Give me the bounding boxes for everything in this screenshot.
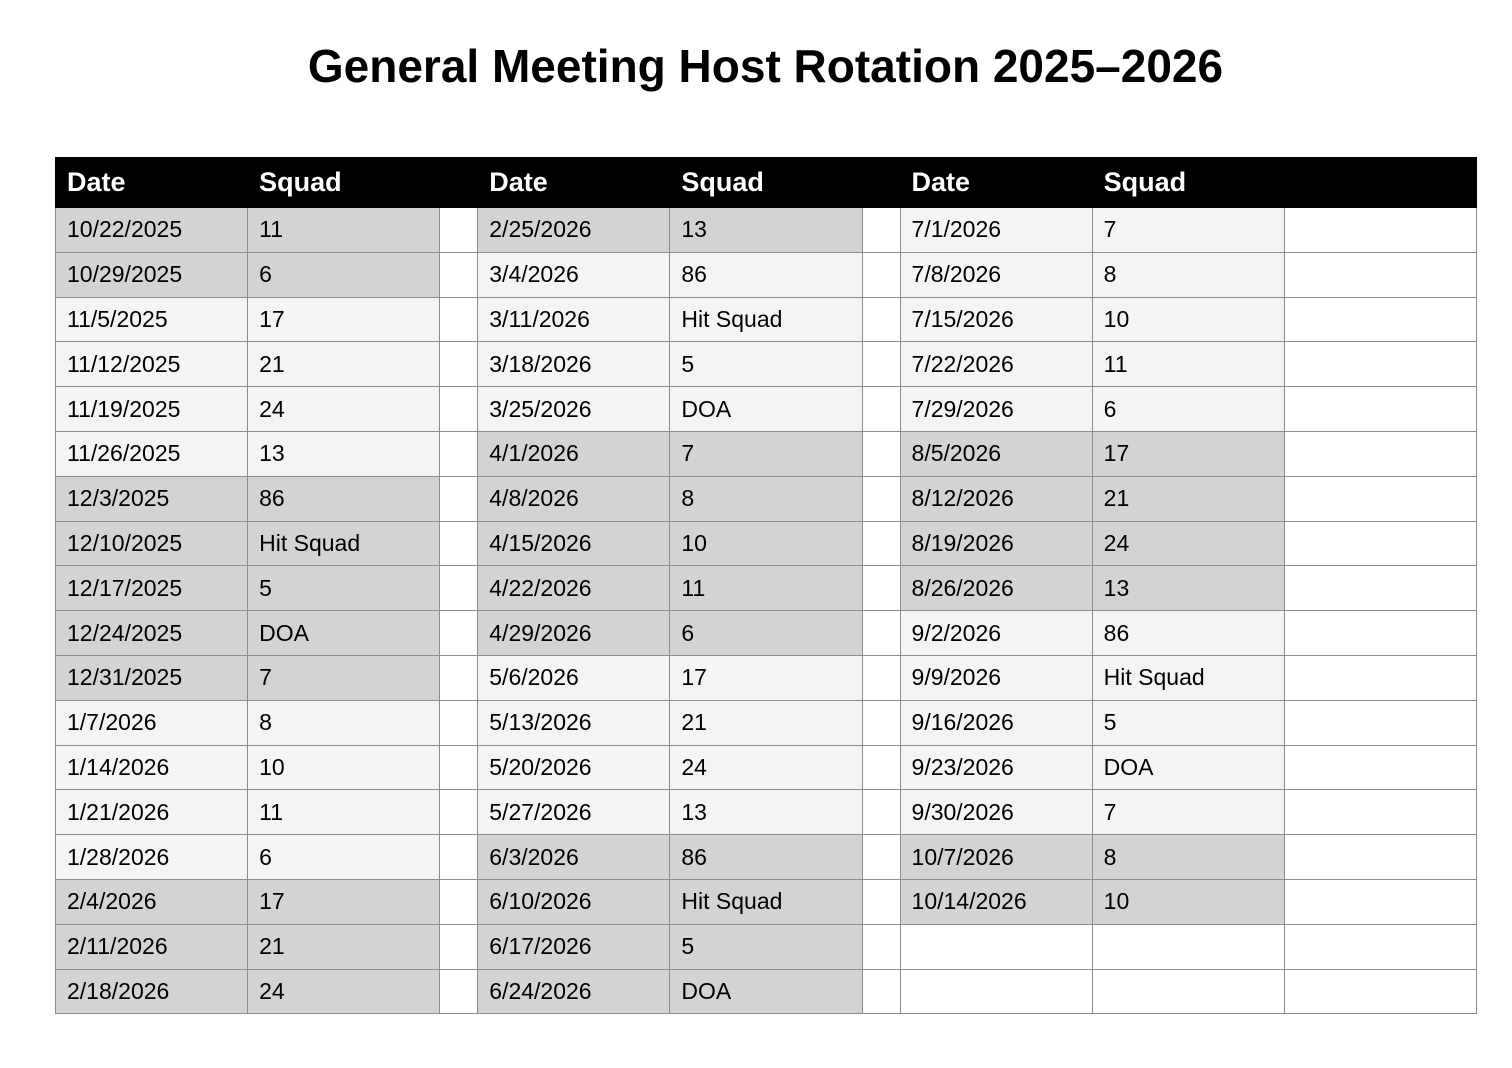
spacer-cell <box>440 924 478 969</box>
squad-cell: 7 <box>1092 208 1284 253</box>
spacer-cell <box>1284 476 1476 521</box>
date-cell: 1/7/2026 <box>56 700 248 745</box>
spacer-cell <box>440 431 478 476</box>
date-cell: 11/12/2025 <box>56 342 248 387</box>
spacer-cell <box>862 566 900 611</box>
spacer-cell <box>862 745 900 790</box>
spacer-header <box>1284 158 1476 208</box>
squad-cell: 17 <box>248 879 440 924</box>
date-cell: 12/24/2025 <box>56 611 248 656</box>
spacer-cell <box>440 566 478 611</box>
spacer-cell <box>862 521 900 566</box>
spacer-cell <box>440 611 478 656</box>
date-cell: 9/30/2026 <box>900 790 1092 835</box>
squad-cell: Hit Squad <box>670 879 862 924</box>
squad-cell: 7 <box>670 431 862 476</box>
date-cell: 10/29/2025 <box>56 252 248 297</box>
date-cell: 5/13/2026 <box>478 700 670 745</box>
date-header: Date <box>900 158 1092 208</box>
spacer-cell <box>862 387 900 432</box>
squad-cell: 5 <box>670 924 862 969</box>
date-cell: 4/22/2026 <box>478 566 670 611</box>
spacer-cell <box>440 342 478 387</box>
date-cell: 4/29/2026 <box>478 611 670 656</box>
date-cell: 3/18/2026 <box>478 342 670 387</box>
spacer-cell <box>1284 655 1476 700</box>
spacer-cell <box>440 521 478 566</box>
table-row <box>56 431 1477 476</box>
spacer-cell <box>440 297 478 342</box>
date-cell: 2/4/2026 <box>56 879 248 924</box>
spacer-cell <box>1284 611 1476 656</box>
spacer-cell <box>862 342 900 387</box>
date-cell <box>900 924 1092 969</box>
spacer-cell <box>862 476 900 521</box>
date-cell: 1/28/2026 <box>56 835 248 880</box>
squad-cell: 11 <box>1092 342 1284 387</box>
squad-cell: 10 <box>670 521 862 566</box>
date-cell: 5/20/2026 <box>478 745 670 790</box>
date-cell: 7/8/2026 <box>900 252 1092 297</box>
spacer-cell <box>862 969 900 1014</box>
spacer-cell <box>1284 297 1476 342</box>
table-row <box>56 566 1477 611</box>
squad-cell: DOA <box>1092 745 1284 790</box>
table-row <box>56 342 1477 387</box>
spacer-cell <box>862 700 900 745</box>
squad-cell: 10 <box>1092 297 1284 342</box>
spacer-cell <box>440 655 478 700</box>
spacer-cell <box>862 297 900 342</box>
squad-cell: 11 <box>248 790 440 835</box>
date-cell: 1/14/2026 <box>56 745 248 790</box>
spacer-cell <box>862 431 900 476</box>
squad-cell: 24 <box>248 387 440 432</box>
date-cell: 4/8/2026 <box>478 476 670 521</box>
date-cell: 6/10/2026 <box>478 879 670 924</box>
date-cell: 9/16/2026 <box>900 700 1092 745</box>
date-header: Date <box>478 158 670 208</box>
table-row <box>56 476 1477 521</box>
squad-cell: 6 <box>248 835 440 880</box>
squad-cell: 10 <box>248 745 440 790</box>
squad-cell <box>1092 969 1284 1014</box>
spacer-cell <box>1284 208 1476 253</box>
date-cell: 12/31/2025 <box>56 655 248 700</box>
date-cell: 9/9/2026 <box>900 655 1092 700</box>
squad-cell: 13 <box>248 431 440 476</box>
table-row <box>56 252 1477 297</box>
spacer-cell <box>862 252 900 297</box>
squad-cell: 21 <box>1092 476 1284 521</box>
date-cell: 8/5/2026 <box>900 431 1092 476</box>
date-cell <box>900 969 1092 1014</box>
table-row <box>56 297 1477 342</box>
squad-cell: 86 <box>248 476 440 521</box>
table-header-row <box>56 158 1477 208</box>
squad-cell: DOA <box>670 969 862 1014</box>
date-cell: 8/12/2026 <box>900 476 1092 521</box>
squad-cell: 11 <box>670 566 862 611</box>
table-row <box>56 924 1477 969</box>
date-cell: 4/1/2026 <box>478 431 670 476</box>
date-cell: 10/22/2025 <box>56 208 248 253</box>
spacer-cell <box>1284 835 1476 880</box>
date-cell: 10/14/2026 <box>900 879 1092 924</box>
date-cell: 9/2/2026 <box>900 611 1092 656</box>
squad-cell: DOA <box>670 387 862 432</box>
squad-cell <box>1092 924 1284 969</box>
spacer-cell <box>1284 879 1476 924</box>
spacer-cell <box>1284 745 1476 790</box>
date-cell: 2/11/2026 <box>56 924 248 969</box>
date-cell: 8/26/2026 <box>900 566 1092 611</box>
squad-cell: 24 <box>248 969 440 1014</box>
spacer-cell <box>862 655 900 700</box>
spacer-cell <box>862 208 900 253</box>
date-cell: 4/15/2026 <box>478 521 670 566</box>
spacer-cell <box>862 879 900 924</box>
spacer-cell <box>862 611 900 656</box>
squad-cell: Hit Squad <box>248 521 440 566</box>
spacer-cell <box>1284 566 1476 611</box>
date-cell: 11/19/2025 <box>56 387 248 432</box>
squad-cell: 17 <box>1092 431 1284 476</box>
spacer-cell <box>1284 700 1476 745</box>
date-cell: 7/15/2026 <box>900 297 1092 342</box>
squad-cell: 6 <box>670 611 862 656</box>
date-cell: 3/4/2026 <box>478 252 670 297</box>
table-row <box>56 969 1477 1014</box>
spacer-cell <box>440 745 478 790</box>
squad-cell: 86 <box>670 252 862 297</box>
squad-cell: 86 <box>1092 611 1284 656</box>
table-row <box>56 790 1477 835</box>
squad-cell: 13 <box>1092 566 1284 611</box>
squad-cell: DOA <box>248 611 440 656</box>
date-cell: 2/18/2026 <box>56 969 248 1014</box>
page-title: General Meeting Host Rotation 2025–2026 <box>307 40 1224 92</box>
squad-cell: 5 <box>248 566 440 611</box>
table-row <box>56 521 1477 566</box>
spacer-cell <box>440 835 478 880</box>
spacer-cell <box>440 252 478 297</box>
squad-cell: 7 <box>248 655 440 700</box>
spacer-cell <box>1284 342 1476 387</box>
date-cell: 3/11/2026 <box>478 297 670 342</box>
spacer-header <box>440 158 478 208</box>
date-cell: 6/3/2026 <box>478 835 670 880</box>
table-body <box>56 208 1477 1014</box>
squad-cell: 86 <box>670 835 862 880</box>
date-cell: 5/6/2026 <box>478 655 670 700</box>
date-cell: 7/22/2026 <box>900 342 1092 387</box>
squad-cell: 8 <box>670 476 862 521</box>
spacer-cell <box>1284 521 1476 566</box>
squad-cell: 21 <box>248 924 440 969</box>
table-row <box>56 879 1477 924</box>
spacer-cell <box>440 476 478 521</box>
date-cell: 10/7/2026 <box>900 835 1092 880</box>
squad-cell: 13 <box>670 208 862 253</box>
spacer-cell <box>440 969 478 1014</box>
date-cell: 12/17/2025 <box>56 566 248 611</box>
squad-cell: 5 <box>1092 700 1284 745</box>
spacer-cell <box>862 790 900 835</box>
date-cell: 7/1/2026 <box>900 208 1092 253</box>
squad-cell: Hit Squad <box>670 297 862 342</box>
squad-cell: 6 <box>248 252 440 297</box>
squad-cell: 11 <box>248 208 440 253</box>
spacer-cell <box>440 790 478 835</box>
spacer-cell <box>1284 252 1476 297</box>
spacer-cell <box>440 700 478 745</box>
date-cell: 6/24/2026 <box>478 969 670 1014</box>
spacer-cell <box>1284 969 1476 1014</box>
table-row <box>56 700 1477 745</box>
squad-header: Squad <box>1092 158 1284 208</box>
squad-cell: 17 <box>670 655 862 700</box>
squad-cell: Hit Squad <box>1092 655 1284 700</box>
spacer-cell <box>862 835 900 880</box>
table-row <box>56 745 1477 790</box>
squad-header: Squad <box>248 158 440 208</box>
table-row <box>56 835 1477 880</box>
squad-cell: 21 <box>670 700 862 745</box>
squad-header: Squad <box>670 158 862 208</box>
spacer-cell <box>440 387 478 432</box>
table-row <box>56 208 1477 253</box>
date-cell: 5/27/2026 <box>478 790 670 835</box>
squad-cell: 5 <box>670 342 862 387</box>
squad-cell: 8 <box>1092 835 1284 880</box>
table-row <box>56 387 1477 432</box>
spacer-cell <box>1284 790 1476 835</box>
squad-cell: 24 <box>670 745 862 790</box>
squad-cell: 8 <box>1092 252 1284 297</box>
spacer-cell <box>1284 387 1476 432</box>
date-cell: 2/25/2026 <box>478 208 670 253</box>
date-cell: 12/10/2025 <box>56 521 248 566</box>
date-cell: 6/17/2026 <box>478 924 670 969</box>
date-cell: 11/26/2025 <box>56 431 248 476</box>
squad-cell: 17 <box>248 297 440 342</box>
squad-cell: 8 <box>248 700 440 745</box>
spacer-cell <box>1284 431 1476 476</box>
date-cell: 7/29/2026 <box>900 387 1092 432</box>
date-cell: 12/3/2025 <box>56 476 248 521</box>
date-cell: 9/23/2026 <box>900 745 1092 790</box>
host-rotation-table <box>55 157 1477 1014</box>
squad-cell: 6 <box>1092 387 1284 432</box>
spacer-cell <box>1284 924 1476 969</box>
squad-cell: 21 <box>248 342 440 387</box>
squad-cell: 13 <box>670 790 862 835</box>
date-cell: 11/5/2025 <box>56 297 248 342</box>
table-row <box>56 611 1477 656</box>
squad-cell: 10 <box>1092 879 1284 924</box>
squad-cell: 24 <box>1092 521 1284 566</box>
squad-cell: 7 <box>1092 790 1284 835</box>
spacer-cell <box>862 924 900 969</box>
date-cell: 1/21/2026 <box>56 790 248 835</box>
date-cell: 8/19/2026 <box>900 521 1092 566</box>
spacer-cell <box>440 208 478 253</box>
date-header: Date <box>56 158 248 208</box>
date-cell: 3/25/2026 <box>478 387 670 432</box>
spacer-cell <box>440 879 478 924</box>
table-row <box>56 655 1477 700</box>
spacer-header <box>862 158 900 208</box>
